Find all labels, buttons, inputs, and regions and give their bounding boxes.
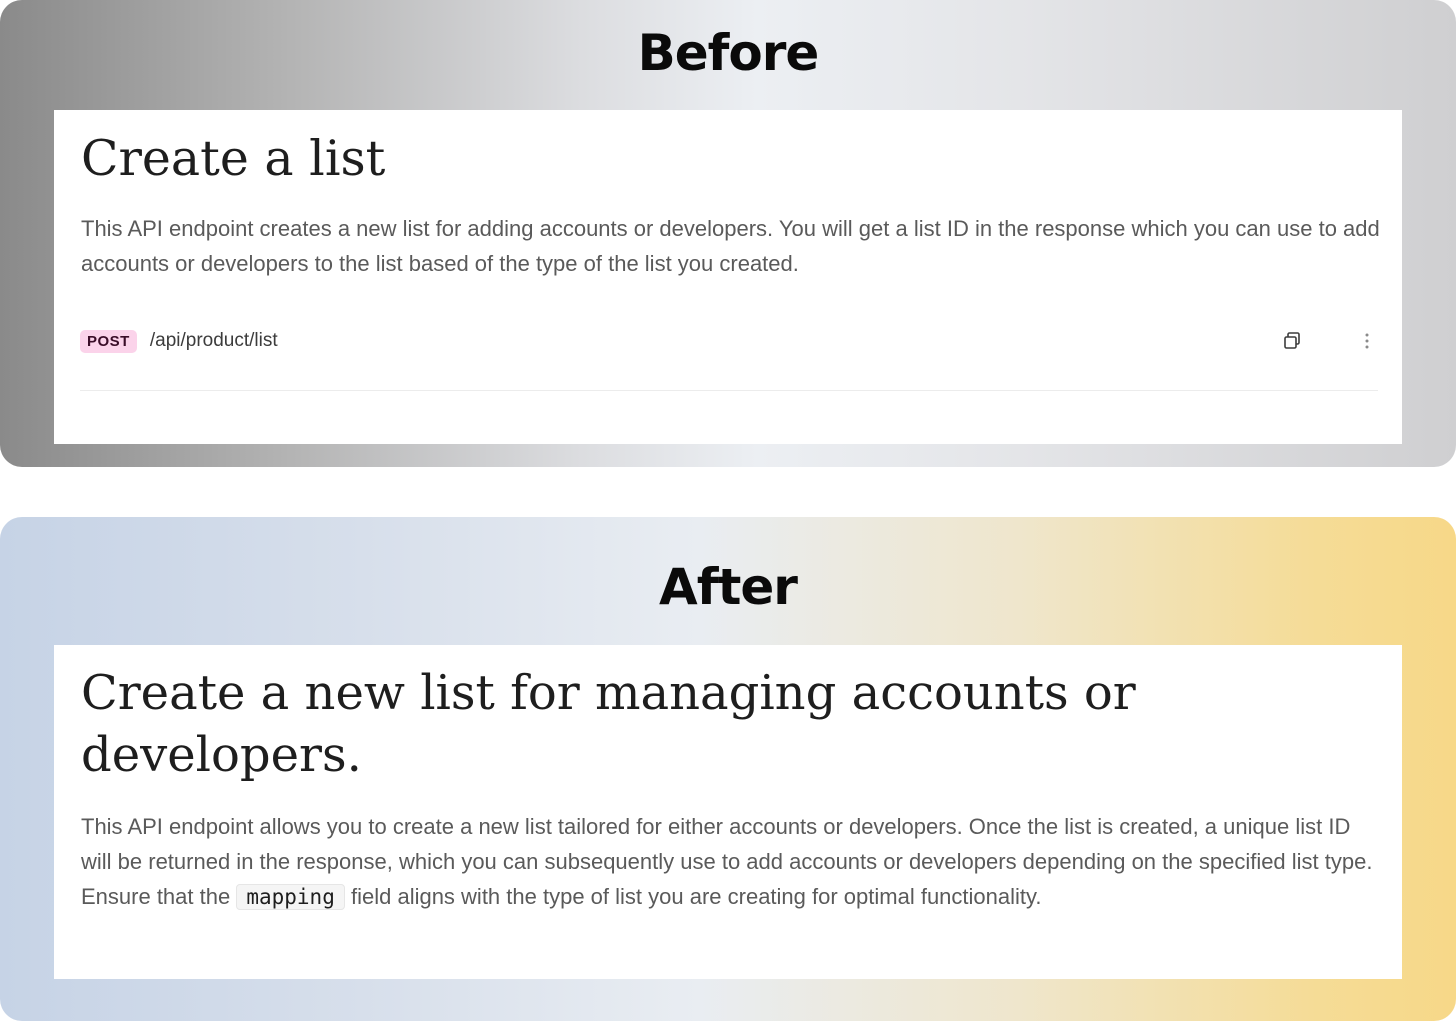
endpoint-path: /api/product/list — [149, 330, 278, 351]
before-description: This API endpoint creates a new list for adding accounts or developers. You will get a list ID in the response which you can use to add accounts or developers to the list based of the type of the list you created. — [81, 216, 1380, 276]
before-page-title: Create a list — [81, 130, 386, 187]
method-badge: POST — [80, 330, 137, 353]
divider — [80, 390, 1378, 391]
before-panel — [0, 0, 1456, 467]
copy-icon[interactable] — [1281, 330, 1303, 352]
endpoint-row — [80, 326, 1378, 356]
after-page-title: Create a new list for managing accounts or developers. — [81, 665, 1136, 783]
after-doc-card — [54, 645, 1402, 979]
after-description — [81, 809, 1381, 915]
after-panel — [0, 517, 1456, 1021]
after-description-part1: This API endpoint allows you to create a new list tailored for either accounts or developers. Once the list is created, a unique list ID will be returned in the response, which you can subsequently use to add accounts or developers depending on the specified list type. Ensure that the — [81, 814, 1373, 909]
before-doc-card — [54, 110, 1402, 444]
after-heading: After — [659, 558, 797, 616]
code-term: mapping — [236, 884, 345, 910]
more-vertical-icon[interactable] — [1356, 330, 1378, 352]
before-heading: Before — [637, 24, 819, 82]
after-description-part2: field aligns with the type of list you are creating for optimal functionality. — [350, 884, 1042, 909]
